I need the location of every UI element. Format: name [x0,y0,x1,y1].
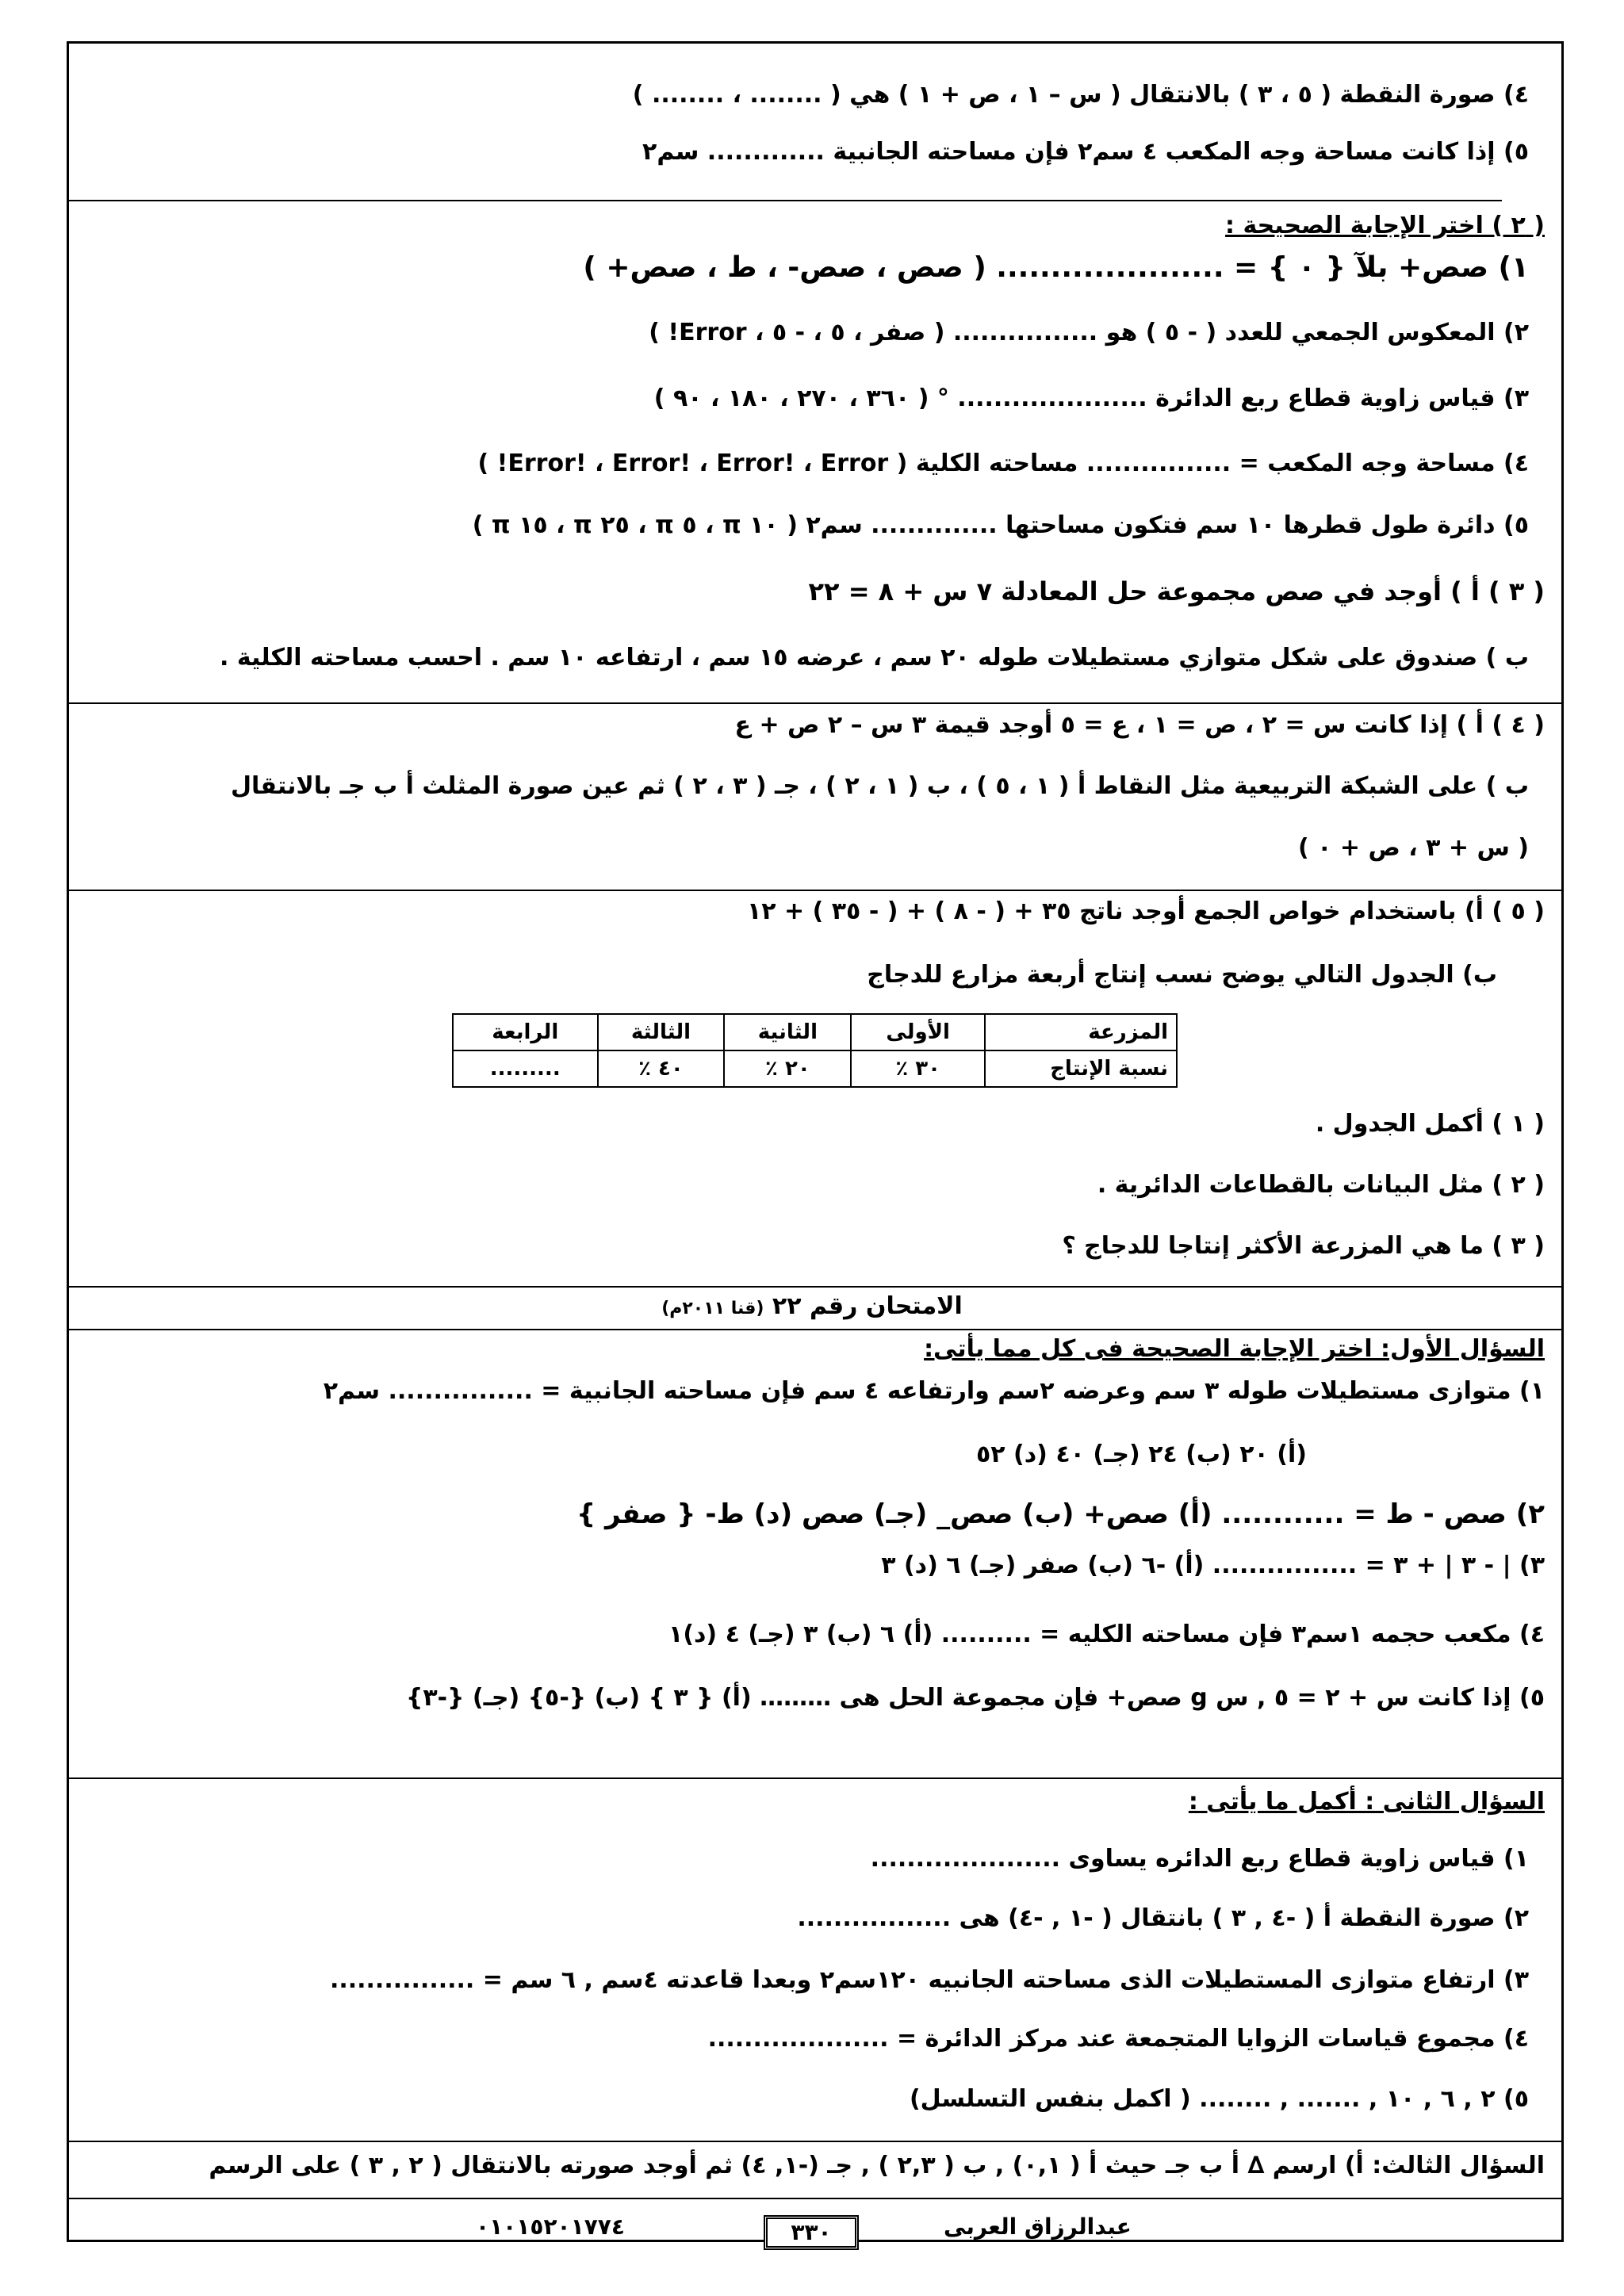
divider [67,200,1502,201]
exam-q1-item-1: ١) متوازى مستطيلات طوله ٣ سم وعرضه ٢سم وارتفاعه ٤ سم فإن مساحته الجانبية = ................ سم٢ [323,1377,1545,1405]
exam-q2-item-5: ٥) ٢ , ٦ , ١٠ , ....... , ........ ( اكمل بنفس التسلسل) [909,2085,1529,2113]
table-cell: ٢٠ ٪ [724,1050,851,1087]
table-cell: الرابعة [453,1014,598,1050]
exam-q3-text: السؤال الثالث: أ) ارسم ∆ أ ب جـ حيث أ ( ٠,١) , ب ( ٢,٣ ) , جـ (-١, ٤) ثم أوجد صورته بالانتقال ( ٢ , ٣ ) على الرسم [209,2152,1545,2179]
exam-q1-item-3: ٣) | - ٣ | + ٣ = ................ (أ) -٦ (ب) صفر (جـ) ٦ (د) ٣ [881,1552,1545,1579]
question-5-sub-3: ( ٣ ) ما هي المزرعة الأكثر إنتاجا للدجاج ؟ [1062,1232,1545,1260]
question-2-item-3: ٣) قياس زاوية قطاع ربع الدائرة ..................... ° ( ٣٦٠ ، ٢٧٠ ، ١٨٠ ، ٩٠ ) [653,385,1529,412]
exam-q1-item-2: ٢) صص - ط = ............ (أ) صص+ (ب) صص_ (جـ) صص (د) ط- { صفر } [576,1498,1545,1530]
question-2-item-5: ٥) دائرة طول قطرها ١٠ سم فتكون مساحتها .............. سم٢ ( ١٠ π ، ٥ π ، ٢٥ π ، ١٥ π ) [472,511,1529,539]
top-question-4: ٤) صورة النقطة ( ٥ ، ٣ ) بالانتقال ( س – ١ ، ص + ١ ) هي ( ........ ، ........ ) [632,81,1529,109]
table-cell: ٤٠ ٪ [598,1050,725,1087]
divider [67,1329,1564,1330]
exam-title-main: الامتحان رقم ٢٢ [772,1292,963,1320]
question-2-item-2: ٢) المعكوس الجمعي للعدد ( - ٥ ) هو ................ ( صفر ، ٥ ، - ٥ ، Error! ) [649,319,1529,346]
author-name: عبدالرزاق العربى [944,2214,1132,2240]
question-2-heading: ( ٢ ) اختر الإجابة الصحيحة : [1225,212,1545,239]
question-2-item-1: ١) صص+ بلآ { ٠ } = ..................... ( صص ، صص- ، ط ، صص+ ) [583,251,1529,284]
exam-q1-item-4: ٤) مكعب حجمه ١سم٣ فإن مساحته الكليه = .......... (أ) ٦ (ب) ٣ (جـ) ٤ (د)١ [668,1621,1545,1648]
table-cell: الثانية [724,1014,851,1050]
exam-q2-item-1: ١) قياس زاوية قطاع ربع الدائره يساوى ..................... [870,1845,1529,1873]
exam-title [0,1291,1624,1325]
question-4-a: ( ٤ ) أ ) إذا كانت س = ٢ ، ص = ١ ، ع = ٥ أوجد قيمة ٣ س – ٢ ص + ع [734,711,1545,739]
phone-number: ٠١٠١٥٢٠١٧٧٤ [476,2214,625,2240]
question-4-b-line-1: ب ) على الشبكة التربيعية مثل النقاط أ ( ١ ، ٥ ) ، ب ( ١ ، ٢ ) ، جـ ( ٣ ، ٢ ) ثم عين صورة المثلث أ ب جـ بالانتقال [230,772,1529,800]
table-cell: الأولى [851,1014,985,1050]
question-2-item-4: ٤) مساحة وجه المكعب = ................ مساحته الكلية ( Error! ، Error! ، Error! ، Error! ) [477,450,1529,477]
exam-q1-heading: السؤال الأول: اختر الإجابة الصحيحة فى كل مما يأتى: [924,1335,1545,1363]
exam-q2-item-3: ٣) ارتفاع متوازى المستطيلات الذى مساحته الجانبيه ١٢٠سم٢ وبعدا قاعدته ٤سم , ٦ سم = ................ [329,1966,1529,1994]
question-4-b-line-2: ( س + ٣ ، ص + ٠ ) [1297,834,1529,862]
table-cell: ٣٠ ٪ [851,1050,985,1087]
divider [67,2141,1564,2142]
divider [67,890,1564,891]
divider [67,1286,1564,1288]
divider [67,1777,1564,1779]
top-question-5: ٥) إذا كانت مساحة وجه المكعب ٤ سم٢ فإن مساحته الجانبية ............. سم٢ [642,138,1529,166]
table-cell: ......... [453,1050,598,1087]
exam-title-sub: (قنا ٢٠١١م) [661,1299,764,1318]
exam-q1-item-1-choices: (أ) ٢٠ (ب) ٢٤ (جـ) ٤٠ (د) ٥٢ [975,1441,1307,1468]
table-row [453,1050,1177,1087]
question-3-b: ب ) صندوق على شكل متوازي مستطيلات طوله ٢٠ سم ، عرضه ١٥ سم ، ارتفاعه ١٠ سم . احسب مساحته الكلية . [220,644,1529,672]
divider [67,2198,1564,2199]
question-5-sub-2: ( ٢ ) مثل البيانات بالقطاعات الدائرية . [1097,1171,1545,1199]
farm-production-table [452,1013,1178,1088]
table-header-row [453,1014,1177,1050]
question-3-a: ( ٣ ) أ ) أوجد في صص مجموعة حل المعادلة ٧ س + ٨ = ٢٢ [808,576,1545,607]
table-cell: نسبة الإنتاج [985,1050,1177,1087]
exam-q2-item-4: ٤) مجموع قياسات الزوايا المتجمعة عند مركز الدائرة = .................... [707,2025,1529,2053]
question-5-sub-1: ( ١ ) أكمل الجدول . [1315,1110,1545,1138]
exam-q2-item-2: ٢) صورة النقطة أ ( -٤ , ٣ ) بانتقال ( -١ , -٤) هى ................. [797,1904,1529,1932]
table-cell: المزرعة [985,1014,1177,1050]
question-5-a: ( ٥ ) أ) باستخدام خواص الجمع أوجد ناتج ٣٥ + ( - ٨ ) + ( - ٣٥ ) + ١٢ [746,897,1545,925]
page-number: ٣٣٠ [764,2215,859,2250]
question-5-b: ب) الجدول التالي يوضح نسب إنتاج أربعة مزارع للدجاج [867,961,1497,989]
exam-q2-heading: السؤال الثانى : أكمل ما يأتى : [1188,1788,1545,1816]
table-cell: الثالثة [598,1014,725,1050]
exam-q1-item-5: ٥) إذا كانت س + ٢ = ٥ , س g صص+ فإن مجموعة الحل هى ……… (أ) { ٣ } (ب) {-٥} (جـ) {-٣} [405,1684,1545,1712]
divider [67,702,1564,704]
